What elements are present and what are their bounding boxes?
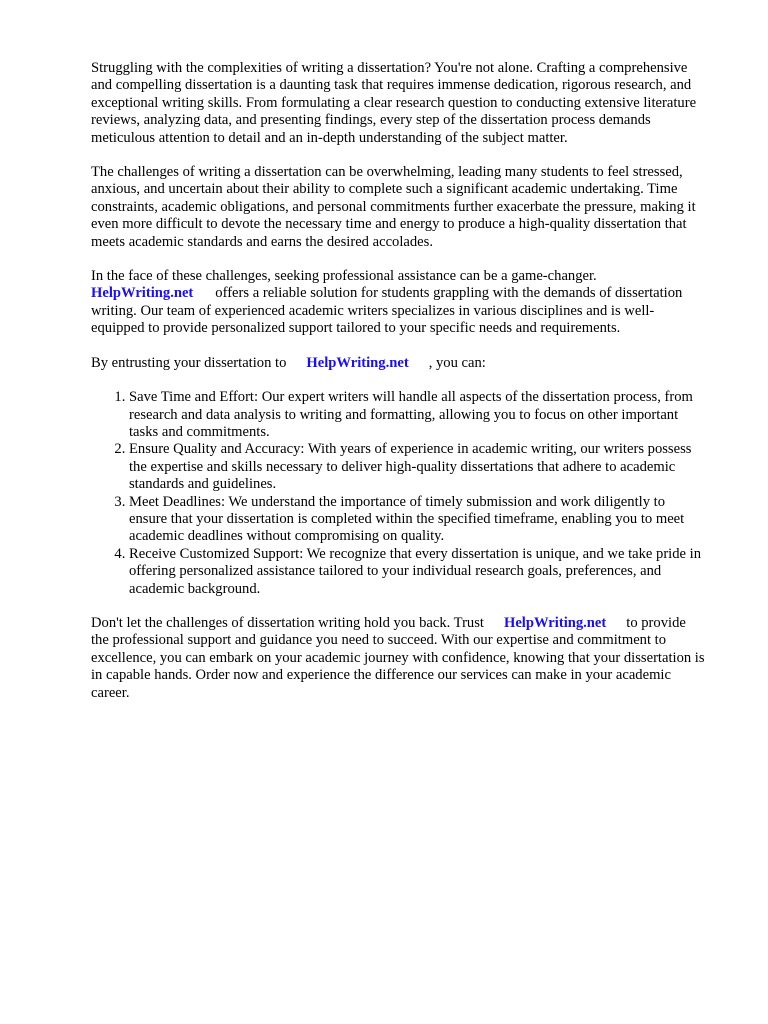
entrusting-text-start: By entrusting your dissertation to	[91, 354, 287, 371]
benefits-list	[91, 389, 705, 598]
list-item: 1. Save Time and Effort: Our expert writers will handle all aspects of the dissertation process, from research and data analysis to writing and formatting, allowing you to focus on other important tasks and commitments.	[129, 389, 705, 441]
closing-text-start: Don't let the challenges of dissertation writing hold you back. Trust	[91, 614, 484, 631]
helpwriting-link[interactable]: HelpWriting.net	[91, 285, 194, 302]
list-item: 2. Ensure Quality and Accuracy: With years of experience in academic writing, our writers possess the expertise and skills necessary to deliver high-quality dissertations that adhere to academic standards and guidelines.	[129, 441, 705, 493]
document-page	[91, 60, 705, 719]
entrusting-text-end: , you can:	[428, 354, 486, 371]
assistance-text-start: In the face of these challenges, seeking professional assistance can be a game-changer.	[91, 268, 597, 285]
assistance-paragraph	[91, 268, 705, 338]
helpwriting-link[interactable]: HelpWriting.net	[503, 614, 607, 631]
closing-text-end: to provide the professional support and guidance you need to succeed. With our expertise and commitment to excellence, you can embark on your academic journey with confidence, knowing that your dissertation is in capable hands. Order now and experience the difference our services can make in your academic career.	[91, 614, 705, 701]
challenges-paragraph: The challenges of writing a dissertation can be overwhelming, leading many students to feel stressed, anxious, and uncertain about their ability to complete such a significant academic undertaking. Time constraints, academic obligations, and personal commitments further exacerbate the pressure, making it even more difficult to devote the necessary time and energy to produce a high-quality dissertation that meets academic standards and earns the desired accolades.	[91, 164, 696, 250]
helpwriting-link[interactable]: HelpWriting.net	[306, 354, 409, 371]
entrusting-paragraph	[91, 355, 705, 372]
closing-paragraph	[91, 615, 705, 702]
assistance-text-end: offers a reliable solution for students grappling with the demands of dissertation writing. Our team of experienced academic writers specializes in various disciplines and is well-equipped to provide personalized support tailored to your specific needs and requirements.	[91, 285, 683, 337]
list-item: 3. Meet Deadlines: We understand the importance of timely submission and work diligently to ensure that your dissertation is completed within the specified timeframe, enabling you to meet academic deadlines without compromising on quality.	[129, 494, 705, 546]
list-item: 4. Receive Customized Support: We recognize that every dissertation is unique, and we take pride in offering personalized assistance tailored to your individual research goals, preferences, and academic background.	[129, 546, 705, 598]
intro-paragraph: Struggling with the complexities of writing a dissertation? You're not alone. Crafting a comprehensive and compelling dissertation is a daunting task that requires immense dedication, rigorous research, and exceptional writing skills. From formulating a clear research question to conducting extensive literature reviews, analyzing data, and presenting findings, every step of the dissertation process demands meticulous attention to detail and an in-depth understanding of the subject matter.	[91, 60, 697, 146]
